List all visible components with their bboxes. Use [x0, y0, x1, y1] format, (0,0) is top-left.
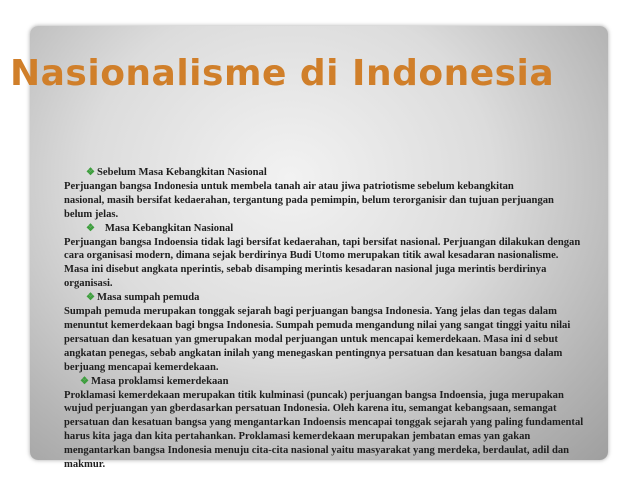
paragraph-line: nasional, masih bersifat kedaerahan, tergantung pada pemimpin, belum terorganisir dan tujuan perjuangan	[64, 194, 554, 206]
section-sebelum-kebangkitan	[64, 166, 584, 222]
paragraph-line: menuntut kemerdekaan bagi bngsa Indonesia. Sumpah pemuda mengandung nilai yang sangat tinggi yaitu nilai	[64, 319, 571, 331]
paragraph-line: belum jelas.	[64, 208, 119, 220]
paragraph-line: berjuang mencapai kemerdekaan.	[64, 361, 219, 373]
paragraph-line: angkatan penegas, sebab angkatan inilah yang menegaskan pentingnya persatuan dan kesatuan bangsa dalam	[64, 347, 563, 359]
section-heading: ❖ Masa sumpah pemuda	[86, 292, 200, 304]
diamond-bullet-icon: ❖	[86, 222, 95, 234]
paragraph-line: makmur.	[64, 459, 106, 471]
section-kebangkitan-nasional	[64, 222, 584, 292]
diamond-bullet-icon: ❖	[86, 292, 95, 304]
section-sumpah-pemuda	[64, 291, 584, 374]
paragraph-line: Perjuangan bangsa Indoensia tidak lagi bersifat kedaerahan, tapi bersifat nasional. Perjuangan dilakukan dengan	[64, 236, 581, 248]
paragraph-line: organisasi.	[64, 278, 113, 290]
slide-content	[64, 166, 584, 472]
paragraph-line: Masa ini disebut angkata nperintis, sebab disamping merintis kesadaran nasional juga merintis berdirinya	[64, 264, 547, 276]
diamond-bullet-icon: ❖	[80, 375, 89, 387]
paragraph-line: persatuan dan kesatuan bangsa yang mengantarkan Indoensis mencapai tonggak sejarah yang paling fundamental	[64, 417, 584, 429]
paragraph-line: cara organisasi modern, dimana sejak berdirinya Budi Utomo merupakan titik awal kesadaran nasionalisme.	[64, 250, 559, 262]
section-heading: ❖ Sebelum Masa Kebangkitan Nasional	[86, 167, 267, 178]
section-heading: ❖ Masa Kebangkitan Nasional	[86, 222, 234, 234]
section-proklamasi	[64, 375, 584, 472]
paragraph-line: persatuan dan kesatuan yan gmerupakan modal perjuangan untuk mencapai kemerdekaan. Masa ini d sebut	[64, 333, 558, 345]
paragraph-line: wujud perjuangan yan gberdasarkan persatuan Indonesia. Oleh karena itu, semangat kebangsaan, semangat	[64, 403, 557, 415]
paragraph-line: harus kita jaga dan kita pertahankan. Proklamasi kemerdekaan merupakan jembatan emas yan gakan	[64, 431, 531, 443]
paragraph-line: Perjuangan bangsa Indonesia untuk membela tanah air atau jiwa patriotisme sebelum kebangkitan	[64, 180, 514, 192]
section-heading: ❖ Masa proklamsi kemerdekaan	[80, 375, 229, 387]
paragraph-line: mengantarkan bangsa Indonesia menuju cita-cita nasional yaitu masyarakat yang merdeka, berdaulat, adil dan	[64, 445, 570, 457]
paragraph-line: Sumpah pemuda merupakan tonggak sejarah bagi perjuangan bangsa Indonesia. Yang jelas dan tegas dalam	[64, 306, 557, 318]
paragraph-line: Proklamasi kemerdekaan merupakan titik kulminasi (puncak) perjuangan bangsa Indoensia, juga merupakan	[64, 389, 564, 401]
slide-title: Nasionalisme di Indonesia	[10, 53, 555, 94]
diamond-bullet-icon: ❖	[86, 167, 95, 178]
